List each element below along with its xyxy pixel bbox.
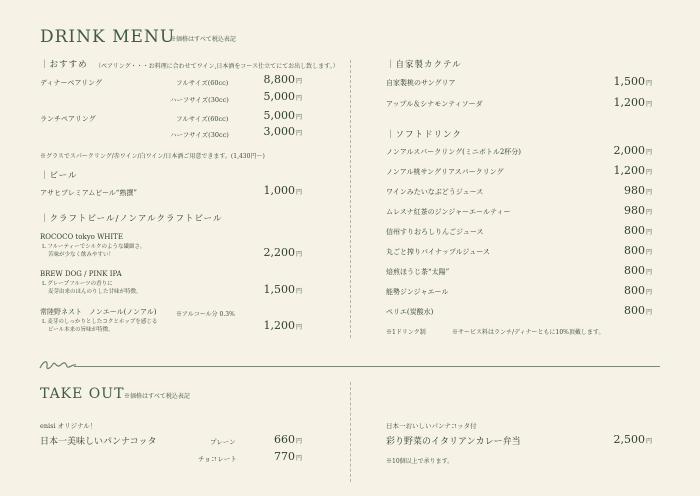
craft-item-price: 2,200円 <box>263 246 302 259</box>
drink-tax-note: ※価格はすべて税込表記 <box>170 36 236 43</box>
soft-drink-name: ワインみたいなぶどうジュース <box>386 188 484 196</box>
drink-menu-title: DRINK MENU <box>40 27 176 47</box>
craft-heading: ｜クラフトビール/ノンアルクラフトビール <box>40 214 223 224</box>
beer-item-price: 1,000円 <box>263 184 302 197</box>
takeout-right-tag: 日本一おいしいパンナコッタ付 <box>386 422 477 430</box>
dinner-full-price: 8,800円 <box>263 73 302 86</box>
soft-drink-name: ノンアル桃サングリアスパークリング <box>386 168 504 176</box>
craft-item-price: 1,500円 <box>263 283 302 296</box>
takeout-column-divider <box>350 382 351 482</box>
dinner-full-size-label: フルサイズ(60cc) <box>176 79 229 87</box>
soft-drink-price: 800円 <box>623 284 652 297</box>
soft-drink-price: 1,200円 <box>613 164 652 177</box>
soft-drink-price: 980円 <box>623 204 652 217</box>
chocolate-price: 770円 <box>273 450 302 463</box>
soft-drink-name: 能勢ジンジャエール <box>386 288 449 296</box>
soft-drink-name: ムレスナ紅茶のジンジャーエールティー <box>386 208 511 216</box>
cocktail-item-name: アップル＆シナモンティソーダ <box>386 100 483 108</box>
chocolate-label: チョコレート <box>198 455 237 463</box>
lunch-full-price: 5,000円 <box>263 109 302 122</box>
takeout-tax-note: ※価格はすべて税込表記 <box>124 393 190 400</box>
plain-price: 660円 <box>273 433 302 446</box>
soft-drink-price: 2,000円 <box>613 144 652 157</box>
soft-drink-price: 800円 <box>623 244 652 257</box>
takeout-curry-bento-name: 彩り野菜のイタリアンカレー弁当 <box>386 437 521 447</box>
section-divider-line <box>74 366 660 367</box>
dinner-half-size-label: ハーフサイズ(30cc) <box>170 96 229 104</box>
lunch-pairing-label: ランチペアリング <box>40 115 96 123</box>
soft-drink-footnote-2: ※サービス料はランチ/ディナーともに10%頂戴します。 <box>452 329 605 336</box>
takeout-panna-cotta-name: 日本一美味しいパンナコッタ <box>40 437 157 447</box>
recommend-heading-note: （ペアリング・・・お料理に合わせてワイン,日本酒をコース仕立てにてお出し致します。） <box>95 63 339 70</box>
plain-label: プレーン <box>210 438 236 446</box>
soft-drink-name: ペリエ(炭酸水) <box>386 308 434 316</box>
craft-item-desc: L 麦芽のしっかりとしたコクとホップを感じる ビール本来の旨味が特徴。 <box>42 319 158 333</box>
dinner-pairing-label: ディナーペアリング <box>40 79 103 87</box>
craft-item-name: BREW DOG / PINK IPA <box>40 270 122 278</box>
soft-drink-price: 800円 <box>623 264 652 277</box>
soft-drink-price: 980円 <box>623 184 652 197</box>
soft-drink-name: ノンアルスパークリング(ミニボトル2杯分) <box>386 148 522 156</box>
lunch-half-size-label: ハーフサイズ(30cc) <box>170 131 229 139</box>
lunch-full-size-label: フルサイズ(60cc) <box>176 115 229 123</box>
curry-bento-price: 2,500円 <box>613 433 652 446</box>
recommend-heading: ｜おすすめ <box>40 60 88 70</box>
cocktail-item-price: 1,200円 <box>613 96 652 109</box>
soft-drink-price: 800円 <box>623 304 652 317</box>
beer-heading: ｜ビール <box>40 171 78 181</box>
soft-drink-name: 信州すりおろしりんごジュース <box>386 228 484 236</box>
takeout-title: TAKE OUT <box>40 386 125 402</box>
craft-item-name: ROCOCO tokyo WHITE <box>40 233 123 241</box>
cocktail-heading: ｜自家製カクテル <box>386 60 462 70</box>
craft-item-price: 1,200円 <box>263 319 302 332</box>
lunch-half-price: 3,000円 <box>263 125 302 138</box>
takeout-right-note: ※10個以上で承ります。 <box>386 458 454 465</box>
enisi-signature-logo <box>38 356 78 372</box>
craft-item-desc: L フルーティーでシルクのような繊細さ。 苦味が少なく飲みやすい！ <box>42 244 146 258</box>
recommend-footnote: ※グラスでスパークリング/赤ワイン/白ワイン/日本酒ご用意できます。(1,430円〜) <box>40 153 265 160</box>
dinner-half-price: 5,000円 <box>263 90 302 103</box>
soft-drink-footnote-1: ※1ドリンク制 <box>386 329 426 336</box>
soft-drink-heading: ｜ソフトドリンク <box>386 130 462 140</box>
beer-item-name: アサヒプレミアムビール“熟撰” <box>40 189 137 197</box>
takeout-left-tag: enisi オリジナル！ <box>40 422 97 430</box>
craft-item-name: 常陸野ネスト ノンエール(ノンアル) <box>40 308 157 316</box>
cocktail-item-name: 自家製桃のサングリア <box>386 79 456 87</box>
craft-item-alcohol-note: ※アルコール分 0.3% <box>176 311 235 318</box>
craft-item-desc: L グレープフルーツの香りに 麦芽由来のほんのりした甘味が特徴。 <box>42 281 142 295</box>
soft-drink-name: 焙煎ほうじ茶“太陽” <box>386 268 450 276</box>
soft-drink-price: 800円 <box>623 224 652 237</box>
soft-drink-name: 丸ごと搾りパイナップルジュース <box>386 248 490 256</box>
column-divider <box>350 60 351 338</box>
cocktail-item-price: 1,500円 <box>613 75 652 88</box>
